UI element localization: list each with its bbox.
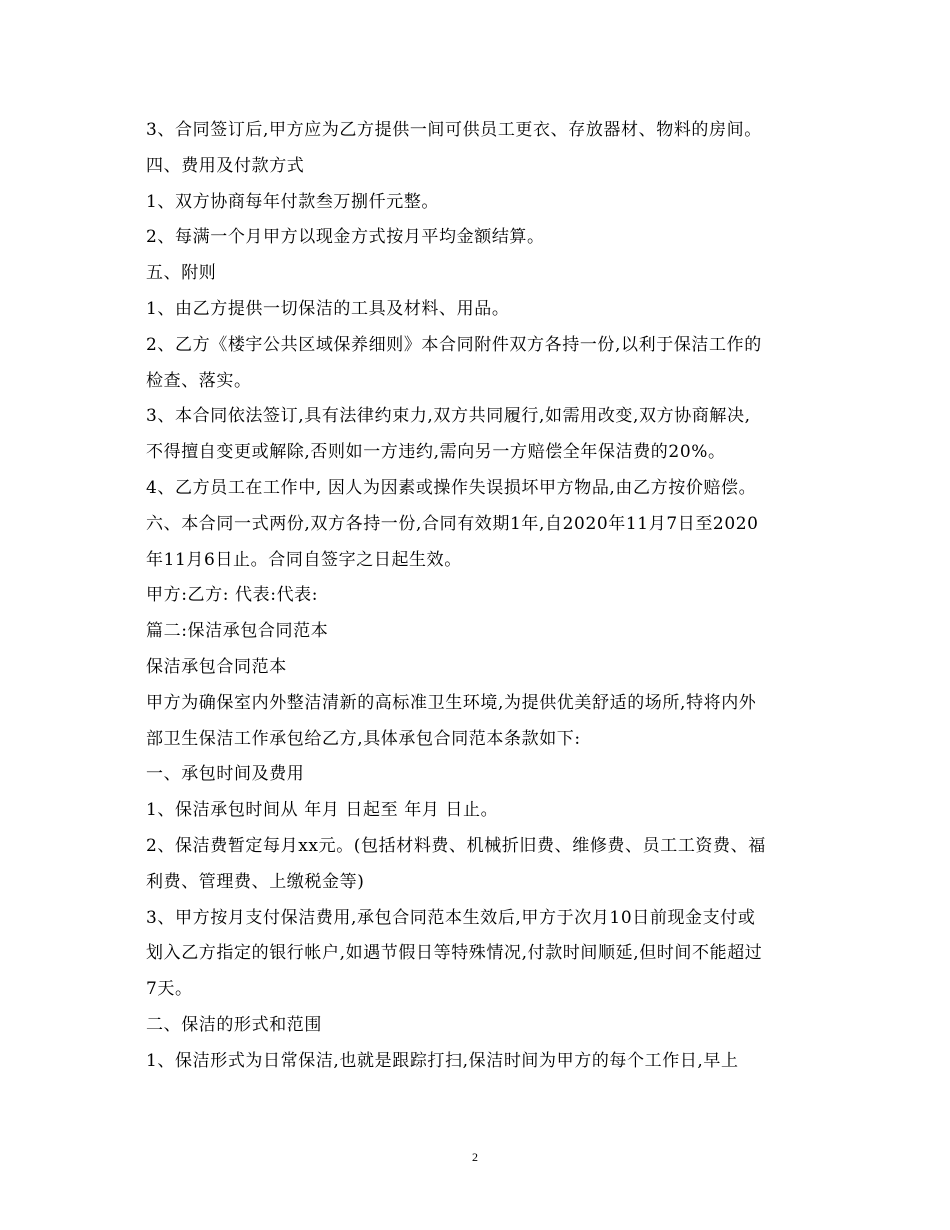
section-heading: 篇二:保洁承包合同范本 (146, 621, 329, 642)
text-line: 六、本合同一式两份,双方各持一份,合同有效期1年,自2020年11月7日至2020 (146, 513, 759, 534)
document-title: 保洁承包合同范本 (146, 656, 287, 677)
text-line: 部卫生保洁工作承包给乙方,具体承包合同范本条款如下: (146, 728, 581, 749)
text-line: 3、甲方按月支付保洁费用,承包合同范本生效后,甲方于次月10日前现金支付或 (146, 907, 756, 928)
section-heading: 一、承包时间及费用 (146, 764, 305, 785)
text-line: 3、本合同依法签订,具有法律约束力,双方共同履行,如需用改变,双方协商解决, (146, 406, 751, 427)
text-line: 检查、落实。 (146, 370, 252, 391)
text-line: 不得擅自变更或解除,否则如一方违约,需向另一方赔偿全年保洁费的20%。 (146, 442, 726, 463)
text-line: 2、每满一个月甲方以现金方式按月平均金额结算。 (146, 227, 545, 248)
section-heading: 四、费用及付款方式 (146, 155, 305, 176)
text-line: 7天。 (146, 979, 193, 1000)
text-line: 2、乙方《楼宇公共区域保养细则》本合同附件双方各持一份,以利于保洁工作的 (146, 334, 762, 355)
text-line: 1、保洁承包时间从 年月 日起至 年月 日止。 (146, 800, 499, 821)
text-line: 年11月6日止。合同自签字之日起生效。 (146, 549, 462, 570)
signature-line: 甲方:乙方: 代表:代表: (146, 585, 319, 606)
text-line: 1、双方协商每年付款叁万捌仟元整。 (146, 191, 440, 212)
text-line: 甲方为确保室内外整洁清新的高标准卫生环境,为提供优美舒适的场所,特将内外 (146, 692, 757, 713)
page-number: 2 (472, 1150, 478, 1164)
text-line: 3、合同签订后,甲方应为乙方提供一间可供员工更衣、存放器材、物料的房间。 (146, 120, 762, 140)
section-heading: 二、保洁的形式和范围 (146, 1014, 322, 1035)
text-line: 划入乙方指定的银行帐户,如遇节假日等特殊情况,付款时间顺延,但时间不能超过 (146, 943, 763, 964)
text-line: 2、保洁费暂定每月xx元。(包括材料费、机械折旧费、维修费、员工工资费、福 (146, 835, 766, 856)
text-line: 1、保洁形式为日常保洁,也就是跟踪打扫,保洁时间为甲方的每个工作日,早上 (146, 1050, 739, 1071)
text-line: 4、乙方员工在工作中, 因人为因素或操作失误损坏甲方物品,由乙方按价赔偿。 (146, 477, 757, 498)
document-body (146, 113, 816, 1080)
text-line: 1、由乙方提供一切保洁的工具及材料、用品。 (146, 298, 510, 319)
section-heading: 五、附则 (146, 263, 217, 284)
text-line: 利费、管理费、上缴税金等) (146, 871, 365, 892)
